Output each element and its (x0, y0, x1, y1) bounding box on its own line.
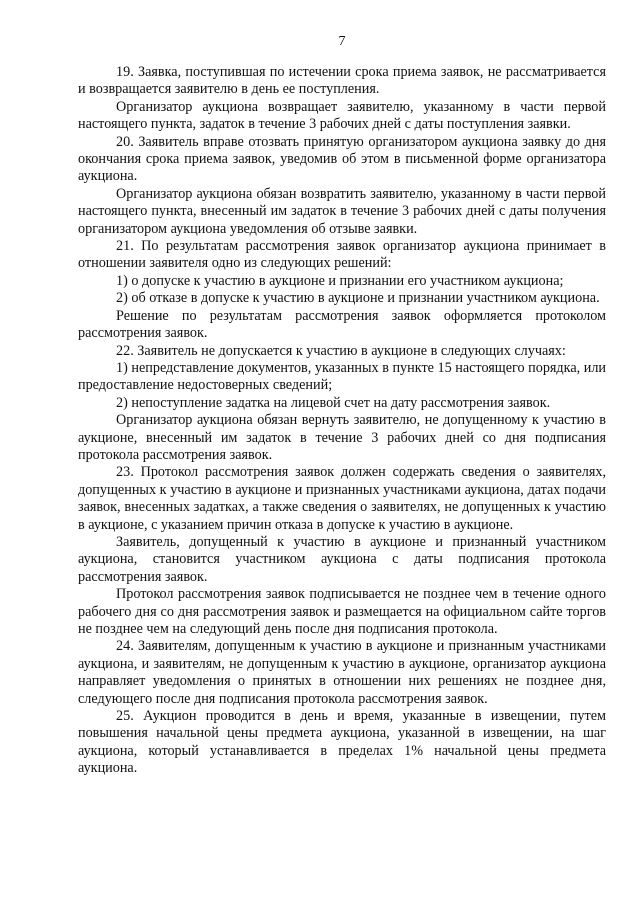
paragraph-23: 23. Протокол рассмотрения заявок должен содержать сведения о заявителях, допущенных к участию в аукционе и признанных участниками аукциона, датах подачи заявок, внесенных задатках, а также сведения о заявителях, не допущенных к участию в аукционе, с указанием причин отказа в допуске к участию в аукционе. (78, 464, 606, 533)
paragraph-20: 20. Заявитель вправе отозвать принятую организатором аукциона заявку до дня окончания срока приема заявок, уведомив об этом в письменной форме организатора аукциона. (78, 133, 606, 185)
paragraph-22-item-2: 2) непоступление задатка на лицевой счет на дату рассмотрения заявок. (116, 394, 551, 411)
paragraph-25: 25. Аукцион проводится в день и время, указанные в извещении, путем повышения начальной цены предмета аукциона, указанной в извещении, на шаг аукциона, который устанавливается в пределах 1% начальной цены предмета аукциона. (78, 708, 606, 777)
paragraph-22-item-1: 1) непредставление документов, указанных в пункте 15 настоящего порядка, или предоставление недостоверных сведений; (78, 359, 606, 394)
paragraph-21-item-2: 2) об отказе в допуске к участию в аукционе и признании участником аукциона. (116, 290, 600, 307)
paragraph-19: 19. Заявка, поступившая по истечении срока приема заявок, не рассматривается и возвращается заявителю в день ее поступления. (78, 64, 606, 98)
paragraph-24: 24. Заявителям, допущенным к участию в аукционе и признанным участниками аукциона, и заявителям, не допущенным к участию в аукционе, организатор аукциона направляет уведомления о принятых в отношении них решениях не позднее дня, следующего после дня подписания протокола рассмотрения заявок. (78, 638, 606, 707)
paragraph-20-refund: Организатор аукциона обязан возвратить заявителю, указанному в части первой настоящего пункта, внесенный им задаток в течение 3 рабочих дней с даты получения организатором аукциона уведомления об отзыве заявки. (78, 185, 606, 237)
paragraph-22-refund: Организатор аукциона обязан вернуть заявителю, не допущенному к участию в аукционе, внесенный им задаток в течение 3 рабочих дней со дня подписания протокола рассмотрения заявок. (78, 412, 606, 463)
document-body (78, 64, 606, 778)
paragraph-21-decision: Решение по результатам рассмотрения заявок оформляется протоколом рассмотрения заявок. (78, 307, 606, 342)
paragraph-22: 22. Заявитель не допускается к участию в аукционе в следующих случаях: (116, 342, 566, 359)
paragraph-19-refund: Организатор аукциона возвращает заявителю, указанному в части первой настоящего пункта, задаток в течение 3 рабочих дней с даты поступления заявки. (78, 98, 606, 133)
paragraph-21-item-1: 1) о допуске к участию в аукционе и признании его участником аукциона; (116, 272, 564, 289)
paragraph-23-protocol: Протокол рассмотрения заявок подписывается не позднее чем в течение одного рабочего дня со дня рассмотрения заявок и размещается на официальном сайте торгов не позднее чем на следующий день после дня подписания протокола. (78, 586, 606, 637)
paragraph-21: 21. По результатам рассмотрения заявок организатор аукциона принимает в отношении заявителя одно из следующих решений: (78, 238, 606, 272)
page-number: 7 (338, 34, 346, 49)
paragraph-23-participant: Заявитель, допущенный к участию в аукционе и признанный участником аукциона, становится участником аукциона с даты подписания протокола рассмотрения заявок. (78, 533, 606, 585)
